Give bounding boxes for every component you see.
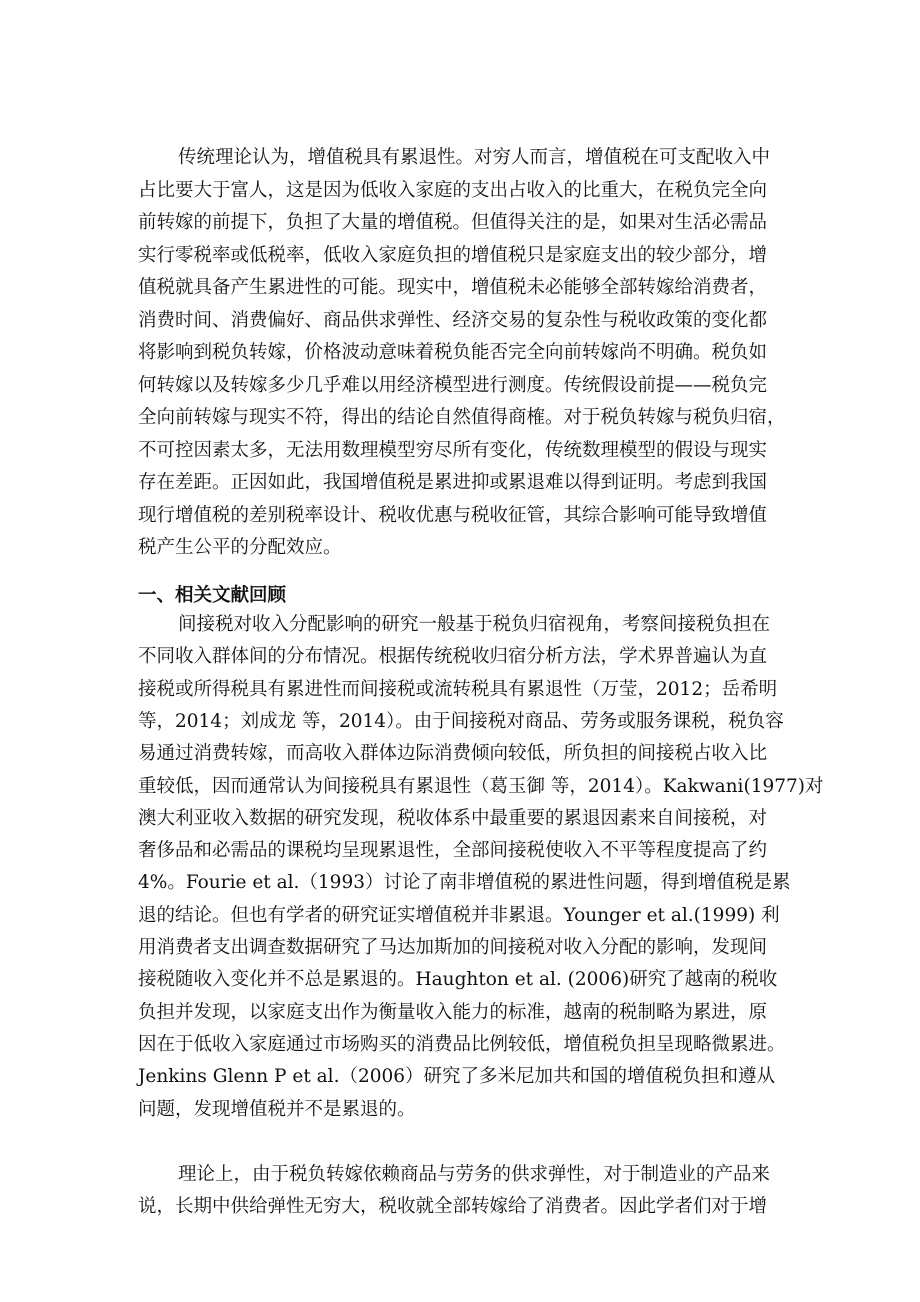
text-line: 负担并发现，以家庭支出作为衡量收入能力的标准，越南的税制略为累进，原 bbox=[138, 1001, 768, 1023]
text-line: 存在差距。正因如此，我国增值税是累进抑或累退难以得到证明。考虑到我国 bbox=[138, 472, 768, 493]
text-line: 税产生公平的分配效应。 bbox=[138, 537, 342, 558]
text-line: 占比要大于富人，这是因为低收入家庭的支出占收入的比重大，在税负完全向 bbox=[138, 179, 768, 201]
text-line: 理论上，由于税负转嫁依赖商品与劳务的供求弹性，对于制造业的产品来 bbox=[178, 1164, 771, 1185]
text-line: 间接税对收入分配影响的研究一般基于税负归宿视角，考察间接税负担在 bbox=[178, 614, 771, 635]
text-line: 重较低，因而通常认为间接税具有累退性（葛玉御 等，2014）。Kakwani(1977)对 bbox=[138, 775, 824, 797]
text-line: 问题，发现增值税并不是累退的。 bbox=[138, 1098, 416, 1120]
text-line: Jenkins Glenn P et al.（2006）研究了多米尼加共和国的增值税负担和遵从 bbox=[138, 1066, 776, 1088]
section-heading: 一、相关文献回顾 bbox=[138, 585, 287, 606]
text-line: 现行增值税的差别税率设计、税收优惠与税收征管，其综合影响可能导致增值 bbox=[138, 504, 768, 526]
text-line: 不可控因素太多，无法用数理模型穷尽所有变化，传统数理模型的假设与现实 bbox=[138, 439, 768, 461]
text-line: 等，2014；刘成龙 等，2014）。由于间接税对商品、劳务或服务课税，税负容 bbox=[138, 710, 784, 732]
text-line: 何转嫁以及转嫁多少几乎难以用经济模型进行测度。传统假设前提——税负完 bbox=[138, 374, 768, 396]
text-line: 值税就具备产生累进性的可能。现实中，增值税未必能够全部转嫁给消费者， bbox=[138, 277, 768, 298]
text-line: 奢侈品和必需品的课税均呈现累退性，全部间接税使收入不平等程度提高了约 bbox=[138, 840, 768, 862]
text-line: 实行零税率或低税率，低收入家庭负担的增值税只是家庭支出的较少部分，增 bbox=[138, 244, 768, 266]
text-line: 澳大利亚收入数据的研究发现，税收体系中最重要的累退因素来自间接税，对 bbox=[138, 807, 768, 829]
text-line: 说，长期中供给弹性无穷大，税收就全部转嫁给了消费者。因此学者们对于增 bbox=[138, 1196, 768, 1218]
text-line: 全向前转嫁与现实不符，得出的结论自然值得商榷。对于税负转嫁与税负归宿， bbox=[138, 407, 786, 428]
text-line: 前转嫁的前提下，负担了大量的增值税。但值得关注的是，如果对生活必需品 bbox=[138, 212, 768, 233]
text-line: 不同收入群体间的分布情况。根据传统税收归宿分析方法，学术界普遍认为直 bbox=[138, 646, 768, 668]
text-line: 用消费者支出调查数据研究了马达加斯加的间接税对收入分配的影响，发现间 bbox=[138, 937, 768, 958]
text-line: 退的结论。但也有学者的研究证实增值税并非累退。Younger et al.(1999) 利 bbox=[138, 904, 780, 926]
text-line: 易通过消费转嫁，而高收入群体边际消费倾向较低，所负担的间接税占收入比 bbox=[138, 743, 768, 765]
text-line: 接税随收入变化并不总是累退的。Haughton et al. (2006)研究了越南的税收 bbox=[138, 969, 778, 991]
text-line: 因在于低收入家庭通过市场购买的消费品比例较低，增值税负担呈现略微累进。 bbox=[138, 1033, 786, 1055]
text-line: 消费时间、消费偏好、商品供求弹性、经济交易的复杂性与税收政策的变化都 bbox=[138, 309, 768, 331]
text-line: 将影响到税负转嫁，价格波动意味着税负能否完全向前转嫁尚不明确。税负如 bbox=[138, 342, 768, 363]
text-line: 4%。Fourie et al.（1993）讨论了南非增值税的累进性问题，得到增值税是累 bbox=[138, 872, 791, 894]
text-line: 传统理论认为，增值税具有累退性。对穷人而言，增值税在可支配收入中 bbox=[178, 147, 771, 168]
text-line: 接税或所得税具有累进性而间接税或流转税具有累退性（万莹，2012；岳希明 bbox=[138, 678, 778, 700]
